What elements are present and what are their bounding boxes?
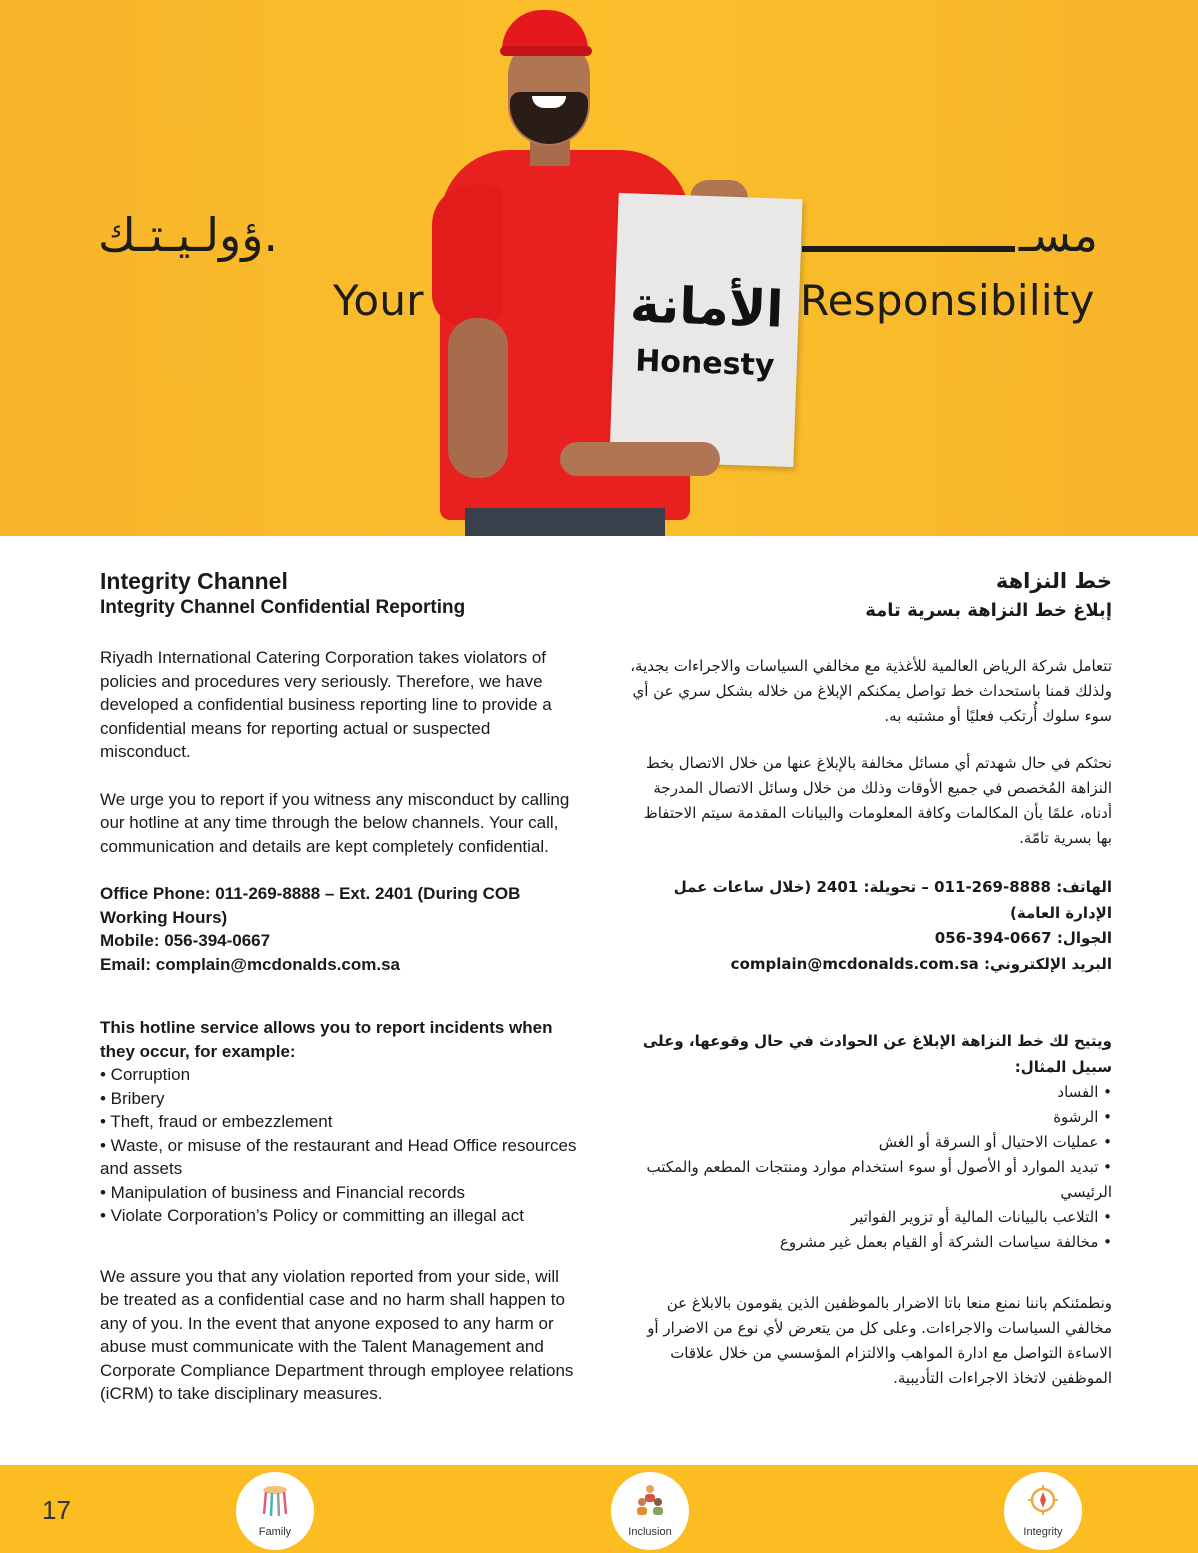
english-office-phone: Office Phone: 011-269-8888 – Ext. 2401 (During COB Working Hours) <box>100 884 521 927</box>
arabic-column <box>628 566 1112 1391</box>
list-item: • Manipulation of business and Financial records <box>100 1182 466 1202</box>
sign-english-text: Honesty <box>634 343 775 384</box>
list-item: • Waste, or misuse of the restaurant and Head Office resources and assets <box>100 1135 577 1178</box>
hero-arabic-right-text: مسـ <box>1018 208 1098 262</box>
arabic-para-1: تتعامل شركة الرياض العالمية للأغذية مع مخالفي السياسات والاجراءات بجدية، ولذلك قمنا باستحداث خط تواصل يمكنكم الإبلاغ من خلاله بشكل سري عن أي سوء سلوك أُرتكب فعليًا أو مشتبه به. <box>630 657 1112 725</box>
arabic-subtitle: إبلاغ خط النزاهة بسرية تامة <box>865 600 1112 621</box>
badge-family-label: Family <box>258 1526 292 1538</box>
english-title: Integrity Channel <box>100 568 288 594</box>
arabic-title: خط النزاهة <box>995 569 1112 593</box>
stool-icon <box>260 1484 290 1518</box>
people-icon <box>635 1484 665 1518</box>
list-item: • تبديد الموارد أو الأصول أو سوء استخدام موارد ومنتجات المطعم والمكتب الرئيسي <box>646 1158 1112 1201</box>
arabic-mobile: الجوال: 0667-394-056 <box>934 929 1112 947</box>
arabic-email[interactable]: البريد الإلكتروني: complain@mcdonalds.com.sa <box>730 954 1112 973</box>
english-mobile: Mobile: 056-394-0667 <box>100 931 271 950</box>
english-para-1: Riyadh International Catering Corporation takes violators of policies and procedures very seriously. Therefore, we have developed a confidential business reporting line to provide a confidential means for reporting actual or suspected misconduct. <box>100 648 552 761</box>
badge-integrity <box>1004 1472 1082 1550</box>
english-email[interactable]: Email: complain@mcdonalds.com.sa <box>100 954 400 974</box>
person-arm <box>448 318 508 478</box>
arabic-assurance: ونطمئنكم باننا نمنع منعا باتا الاضرار بالموظفين الذين يقومون بالابلاغ عن مخالفي السياسات والاجراءات. وعلى كل من يتعرض لأي نوع من الاضرار أو الاساءة التواصل مع ادارة المواهب والالتزام المؤسسي من خلال علاقات الموظفين لاتخاذ الاجراءات التأديبية. <box>647 1294 1112 1387</box>
list-item: • الفساد <box>1057 1083 1112 1101</box>
hero-banner <box>0 0 1198 536</box>
honesty-sign <box>609 193 802 467</box>
arabic-para-2: نحثكم في حال شهدتم أي مسائل مخالفة بالإبلاغ عنها من خلال الاتصال بخط النزاهة المُخصص في جميع الأوقات وذلك من خلال وسائل الاتصال المدرجة أدناه، علمًا بأن المكالمات وكافة المعلومات والبيانات المقدمة سيتم الاحتفاظ بها بسرية تامّة. <box>643 754 1112 847</box>
badge-inclusion-label: Inclusion <box>628 1526 672 1538</box>
hero-arabic-left-text: ؤولـيـتـك. <box>98 208 279 262</box>
person-hand-bottom <box>560 442 720 476</box>
sign-arabic-text: الأمانة <box>629 275 785 339</box>
page-number: 17 <box>42 1495 71 1525</box>
english-hotline-intro: This hotline service allows you to report incidents when they occur, for example: <box>100 1018 553 1061</box>
arabic-hotline-intro: ويتيح لك خط النزاهة الإبلاغ عن الحوادث في حال وقوعها، وعلى سبيل المثال: <box>642 1032 1112 1076</box>
list-item: • مخالفة سياسات الشركة أو القيام بعمل غير مشروع <box>779 1233 1112 1251</box>
list-item: • Violate Corporation’s Policy or committing an illegal act <box>100 1206 524 1225</box>
arabic-bullet-list <box>628 1080 1112 1255</box>
person-sleeve <box>432 185 502 325</box>
person-jeans <box>465 508 665 536</box>
compass-icon <box>1028 1484 1058 1518</box>
list-item: • Theft, fraud or embezzlement <box>100 1112 333 1131</box>
list-item: • الرشوة <box>1053 1108 1112 1126</box>
footer-bar <box>0 1465 1198 1553</box>
hero-english-responsibility: Responsibility <box>800 276 1095 325</box>
hero-arabic-left <box>98 208 438 262</box>
english-para-2: We urge you to report if you witness any misconduct by calling our hotline at any time through the below channels. Your call, communication and details are kept completely confidential. <box>100 789 570 856</box>
list-item: • Bribery <box>100 1088 165 1108</box>
list-item: • Corruption <box>100 1065 191 1084</box>
badge-integrity-label: Integrity <box>1023 1526 1063 1538</box>
english-subtitle: Integrity Channel Confidential Reporting <box>100 597 466 618</box>
badge-inclusion <box>611 1472 689 1550</box>
arabic-office-phone: الهاتف: 8888-269-011 – تحويلة: 2401 (خلال ساعات عمل الإدارة العامة) <box>673 878 1112 922</box>
person-cap-brim <box>500 46 592 56</box>
badge-family <box>236 1472 314 1550</box>
hero-english-your: Your <box>333 276 424 325</box>
english-column <box>100 566 580 1406</box>
hero-arabic-right <box>798 208 1098 262</box>
english-bullet-list <box>100 1063 580 1228</box>
english-assurance: We assure you that any violation reported from your side, will be treated as a confidential case and no harm shall happen to any of you. In the event that anyone exposed to any harm or abuse must communicate with the Talent Management and Corporate Compliance Department through employee relations (iCRM) to take disciplinary measures. <box>100 1266 574 1403</box>
list-item: • التلاعب بالبيانات المالية أو تزوير الفواتير <box>850 1208 1112 1226</box>
hero-arabic-stroke <box>802 246 1015 252</box>
list-item: • عمليات الاحتيال أو السرقة أو الغش <box>878 1133 1112 1151</box>
